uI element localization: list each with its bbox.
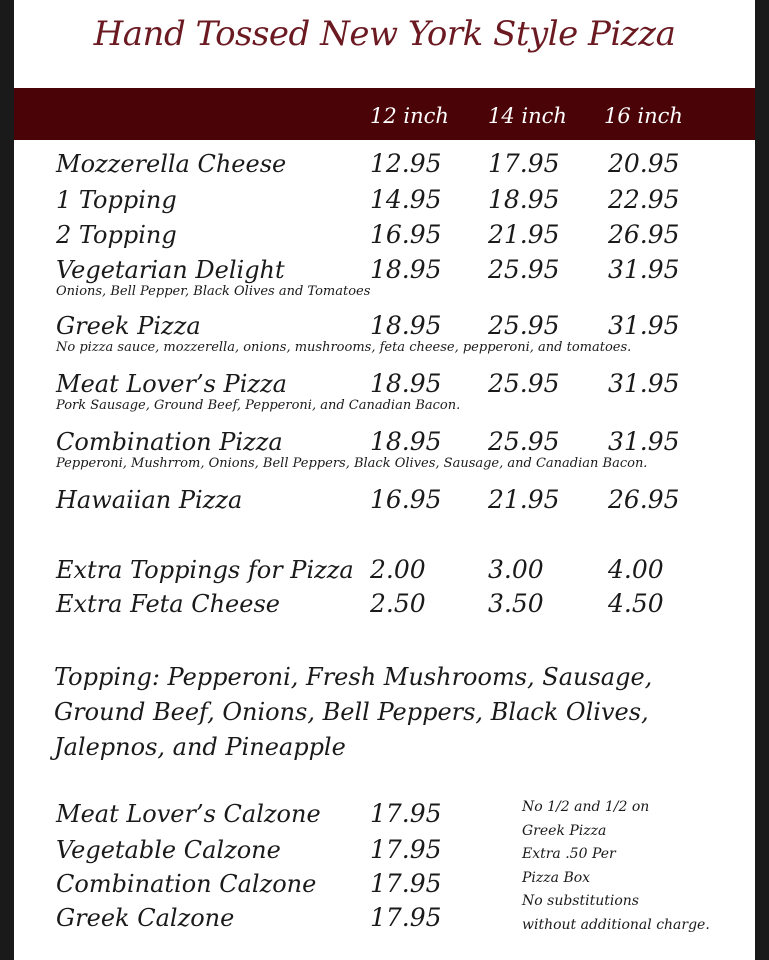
note-line: Extra .50 Per <box>522 846 616 862</box>
extra-price-16: 4.50 <box>608 589 664 618</box>
calzone-name: Vegetable Calzone <box>56 836 281 864</box>
pizza-price-12: 18.95 <box>370 255 442 284</box>
pizza-price-14: 17.95 <box>488 149 560 178</box>
note-line: No 1/2 and 1/2 on <box>522 799 650 815</box>
pizza-description: Pepperoni, Mushrrom, Onions, Bell Peppers, Black Olives, Sausage, and Canadian Bacon. <box>56 456 648 471</box>
pizza-price-16: 31.95 <box>608 427 680 456</box>
pizza-price-12: 18.95 <box>370 427 442 456</box>
pizza-price-16: 31.95 <box>608 369 680 398</box>
pizza-description: Onions, Bell Pepper, Black Olives and Tomatoes <box>56 284 371 299</box>
size-header-14: 14 inch <box>488 104 567 128</box>
pizza-price-12: 14.95 <box>370 185 442 214</box>
pizza-description: No pizza sauce, mozzerella, onions, mushrooms, feta cheese, pepperoni, and tomatoes. <box>56 340 632 355</box>
pizza-name: Greek Pizza <box>56 312 201 340</box>
calzone-note <box>522 796 742 937</box>
pizza-price-12: 18.95 <box>370 369 442 398</box>
pizza-name: Hawaiian Pizza <box>56 486 243 514</box>
toppings-list: Topping: Pepperoni, Fresh Mushrooms, Sausage, Ground Beef, Onions, Bell Peppers, Black Olives, Jalepnos, and Pineapple <box>54 663 653 761</box>
calzone-price: 17.95 <box>370 903 442 932</box>
pizza-price-16: 22.95 <box>608 185 680 214</box>
calzone-name: Combination Calzone <box>56 870 317 898</box>
pizza-name: 2 Topping <box>56 221 177 249</box>
pizza-name: Vegetarian Delight <box>56 256 285 284</box>
pizza-price-14: 21.95 <box>488 220 560 249</box>
pizza-price-12: 16.95 <box>370 485 442 514</box>
calzone-name: Greek Calzone <box>56 904 235 932</box>
pizza-price-12: 16.95 <box>370 220 442 249</box>
extra-name: Extra Feta Cheese <box>56 590 280 618</box>
note-line: without additional charge. <box>522 916 710 933</box>
pizza-price-14: 21.95 <box>488 485 560 514</box>
calzone-name: Meat Lover’s Calzone <box>56 800 321 828</box>
pizza-price-14: 25.95 <box>488 311 560 340</box>
pizza-name: 1 Topping <box>56 186 177 214</box>
pizza-price-14: 25.95 <box>488 255 560 284</box>
pizza-name: Combination Pizza <box>56 428 283 456</box>
extra-price-16: 4.00 <box>608 555 664 584</box>
pizza-price-14: 18.95 <box>488 185 560 214</box>
pizza-name: Meat Lover’s Pizza <box>56 370 287 398</box>
pizza-price-16: 31.95 <box>608 255 680 284</box>
note-line: Pizza Box <box>522 869 591 886</box>
pizza-price-12: 18.95 <box>370 311 442 340</box>
extra-name: Extra Toppings for Pizza <box>56 556 354 584</box>
pizza-price-16: 26.95 <box>608 220 680 249</box>
pizza-price-14: 25.95 <box>488 369 560 398</box>
extra-price-12: 2.00 <box>370 555 426 584</box>
pizza-price-12: 12.95 <box>370 149 442 178</box>
size-header-16: 16 inch <box>604 104 683 128</box>
calzone-price: 17.95 <box>370 799 442 828</box>
pizza-price-14: 25.95 <box>488 427 560 456</box>
calzone-price: 17.95 <box>370 835 442 864</box>
calzone-price: 17.95 <box>370 869 442 898</box>
pizza-price-16: 31.95 <box>608 311 680 340</box>
extra-price-12: 2.50 <box>370 589 426 618</box>
pizza-name: Mozzerella Cheese <box>56 150 287 178</box>
extra-price-14: 3.50 <box>488 589 544 618</box>
pizza-description: Pork Sausage, Ground Beef, Pepperoni, and Canadian Bacon. <box>56 398 461 413</box>
note-line: Greek Pizza <box>522 822 607 839</box>
menu-title: Hand Tossed New York Style Pizza <box>93 14 676 54</box>
extra-price-14: 3.00 <box>488 555 544 584</box>
pizza-price-16: 26.95 <box>608 485 680 514</box>
note-line: No substitutions <box>522 893 639 909</box>
menu-page <box>14 0 755 960</box>
pizza-price-16: 20.95 <box>608 149 680 178</box>
size-header-12: 12 inch <box>370 104 449 128</box>
